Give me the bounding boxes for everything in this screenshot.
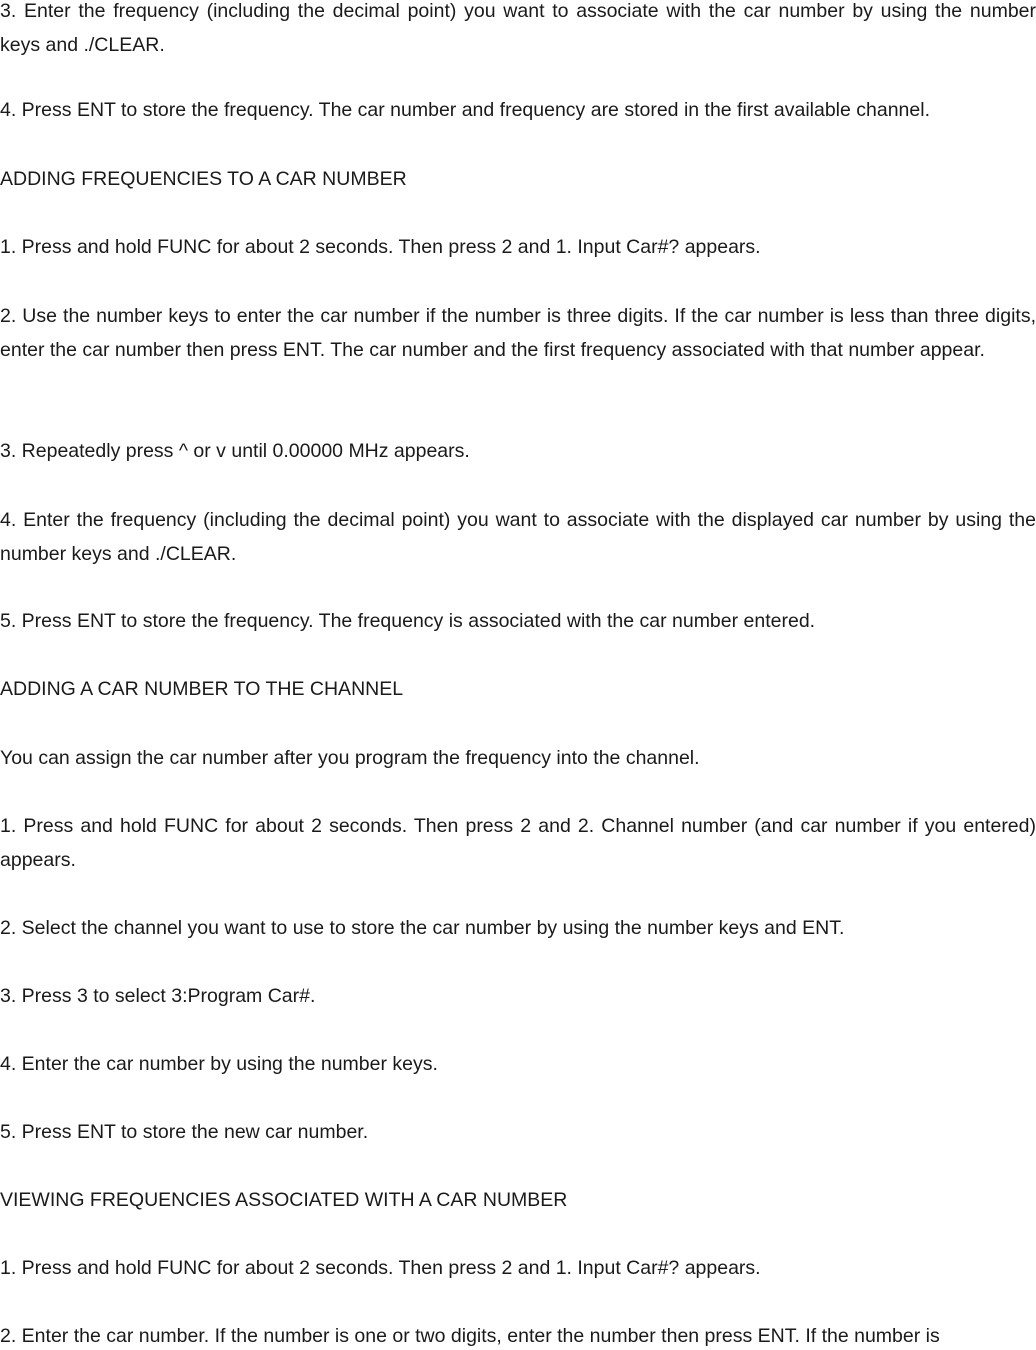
section-heading-adding-car-number: ADDING A CAR NUMBER TO THE CHANNEL [0,678,404,700]
step-4-enter-car-number: 4. Enter the car number by using the number keys. [0,1053,438,1075]
step-3-repeatedly-press: 3. Repeatedly press ^ or v until 0.00000 MHz appears. [0,440,470,462]
step-1-press-func-channel: 1. Press and hold FUNC for about 2 seconds. Then press 2 and 2. Channel number (and car number if you entered) appears. [0,815,1036,871]
step-4-store-frequency: 4. Press ENT to store the frequency. The car number and frequency are stored in the first available channel. [0,99,931,121]
step-3-press-3: 3. Press 3 to select 3:Program Car#. [0,985,316,1007]
step-1-press-func-viewing: 1. Press and hold FUNC for about 2 seconds. Then press 2 and 1. Input Car#? appears. [0,1257,761,1279]
step-4-enter-frequency: 4. Enter the frequency (including the decimal point) you want to associate with the displayed car number by using the number keys and ./CLEAR. [0,509,1036,565]
step-2-select-channel: 2. Select the channel you want to use to store the car number by using the number keys and ENT. [0,917,845,939]
step-2-enter-car-number: 2. Use the number keys to enter the car number if the number is three digits. If the car number is less than three digits, enter the car number then press ENT. The car number and the first frequency associated with that number appear. [0,305,1036,361]
section-heading-viewing-frequencies: VIEWING FREQUENCIES ASSOCIATED WITH A CAR NUMBER [0,1189,568,1211]
step-1-press-func: 1. Press and hold FUNC for about 2 seconds. Then press 2 and 1. Input Car#? appears. [0,236,761,258]
intro-assign-car-number: You can assign the car number after you program the frequency into the channel. [0,747,700,769]
step-5-store-frequency: 5. Press ENT to store the frequency. The frequency is associated with the car number entered. [0,610,816,632]
step-2-enter-car-number-viewing: 2. Enter the car number. If the number is one or two digits, enter the number then press ENT. If the number is [0,1325,940,1347]
step-5-store-car-number: 5. Press ENT to store the new car number. [0,1121,369,1143]
section-heading-adding-frequencies: ADDING FREQUENCIES TO A CAR NUMBER [0,168,407,190]
step-3-enter-frequency: 3. Enter the frequency (including the decimal point) you want to associate with the car number by using the number keys and ./CLEAR. [0,0,1036,56]
